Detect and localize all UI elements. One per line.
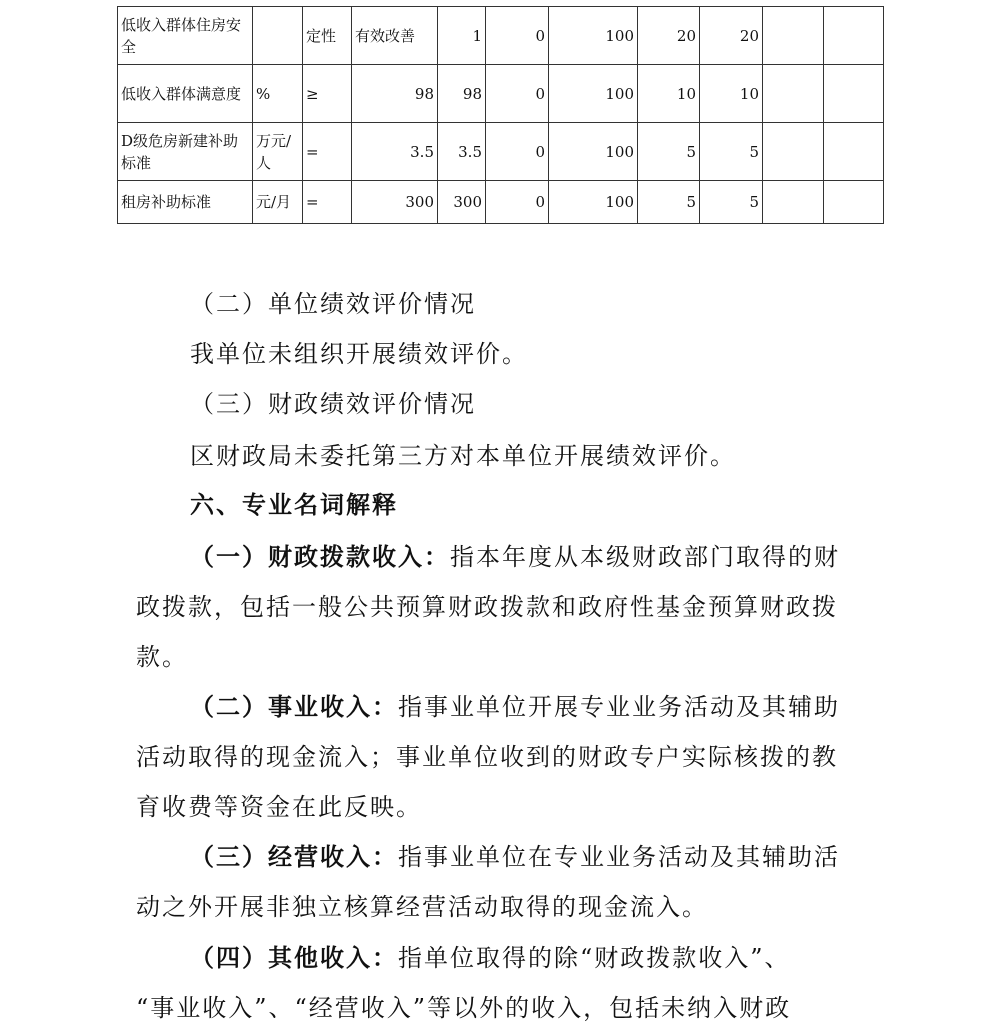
unit-cell: 元/月: [253, 181, 303, 224]
indicator-name: 租房补助标准: [118, 181, 253, 224]
target-value: 有效改善: [352, 7, 438, 65]
term-business-income-line2: 活动取得的现金流入；事业单位收到的财政专户实际核拨的教: [136, 743, 838, 771]
actual-value: 3.5: [438, 123, 486, 181]
term-other-income-line1: [0, 933, 1000, 983]
weight-value: 20: [638, 7, 700, 65]
operator-cell: =: [303, 123, 352, 181]
actual-value: 300: [438, 181, 486, 224]
operator-cell: =: [303, 181, 352, 224]
unit-cell: %: [253, 65, 303, 123]
score-value: 20: [700, 7, 763, 65]
unit-cell: [253, 7, 303, 65]
term-other-income-line2: “事业收入”、“经营收入”等以外的收入，包括未纳入财政: [136, 994, 792, 1022]
term-fiscal-appropriation-line1: [0, 532, 1000, 582]
actual-value: 1: [438, 7, 486, 65]
indicator-name: 低收入群体满意度: [118, 65, 253, 123]
table-row: [118, 181, 884, 224]
term-label: （二）事业收入：: [190, 692, 398, 721]
term-business-income-line3: 育收费等资金在此反映。: [136, 793, 422, 821]
section-heading-glossary: 六、专业名词解释: [190, 490, 398, 519]
indicator-name: D级危房新建补助标准: [118, 123, 253, 181]
empty-cell: [763, 181, 824, 224]
unit-cell: 万元/人: [253, 123, 303, 181]
empty-cell: [824, 65, 884, 123]
section-body-fiscal-evaluation: 区财政局未委托第三方对本单位开展绩效评价。: [190, 442, 736, 470]
term-text: 指事业单位在专业业务活动及其辅助活: [398, 843, 840, 871]
term-text: 指事业单位开展专业业务活动及其辅助: [398, 693, 840, 721]
operator-cell: 定性: [303, 7, 352, 65]
term-business-income-line1: [0, 682, 1000, 732]
score-value: 5: [700, 181, 763, 224]
term-label: （三）经营收入：: [190, 842, 398, 871]
table-row: [118, 7, 884, 65]
completion-rate: 100: [549, 65, 638, 123]
section-heading-fiscal-evaluation: （三）财政绩效评价情况: [190, 390, 476, 418]
target-value: 3.5: [352, 123, 438, 181]
term-operating-income-line2: 动之外开展非独立核算经营活动取得的现金流入。: [136, 893, 708, 921]
term-fiscal-appropriation-line3: 款。: [136, 643, 188, 671]
score-value: 5: [700, 123, 763, 181]
completion-rate: 100: [549, 181, 638, 224]
operator-cell: ≥: [303, 65, 352, 123]
empty-cell: [824, 123, 884, 181]
term-label: （一）财政拨款收入：: [190, 542, 450, 571]
empty-cell: [763, 123, 824, 181]
score-value: 10: [700, 65, 763, 123]
weight-value: 5: [638, 123, 700, 181]
target-value: 300: [352, 181, 438, 224]
term-operating-income-line1: [0, 832, 1000, 882]
empty-cell: [824, 7, 884, 65]
empty-cell: [763, 65, 824, 123]
empty-cell: [763, 7, 824, 65]
indicator-name: 低收入群体住房安全: [118, 7, 253, 65]
table-row: [118, 123, 884, 181]
deviation-value: 0: [486, 181, 549, 224]
completion-rate: 100: [549, 7, 638, 65]
target-value: 98: [352, 65, 438, 123]
term-text: 指本年度从本级财政部门取得的财: [450, 543, 840, 571]
term-text: 指单位取得的除“财政拨款收入”、: [398, 944, 791, 972]
actual-value: 98: [438, 65, 486, 123]
section-heading-unit-evaluation: （二）单位绩效评价情况: [190, 290, 476, 318]
table-row: [118, 65, 884, 123]
deviation-value: 0: [486, 123, 549, 181]
section-body-unit-evaluation: 我单位未组织开展绩效评价。: [190, 340, 528, 368]
term-label: （四）其他收入：: [190, 943, 398, 972]
deviation-value: 0: [486, 7, 549, 65]
weight-value: 10: [638, 65, 700, 123]
deviation-value: 0: [486, 65, 549, 123]
term-fiscal-appropriation-line2: 政拨款，包括一般公共预算财政拨款和政府性基金预算财政拨: [136, 593, 838, 621]
performance-table: [117, 6, 884, 224]
empty-cell: [824, 181, 884, 224]
weight-value: 5: [638, 181, 700, 224]
completion-rate: 100: [549, 123, 638, 181]
